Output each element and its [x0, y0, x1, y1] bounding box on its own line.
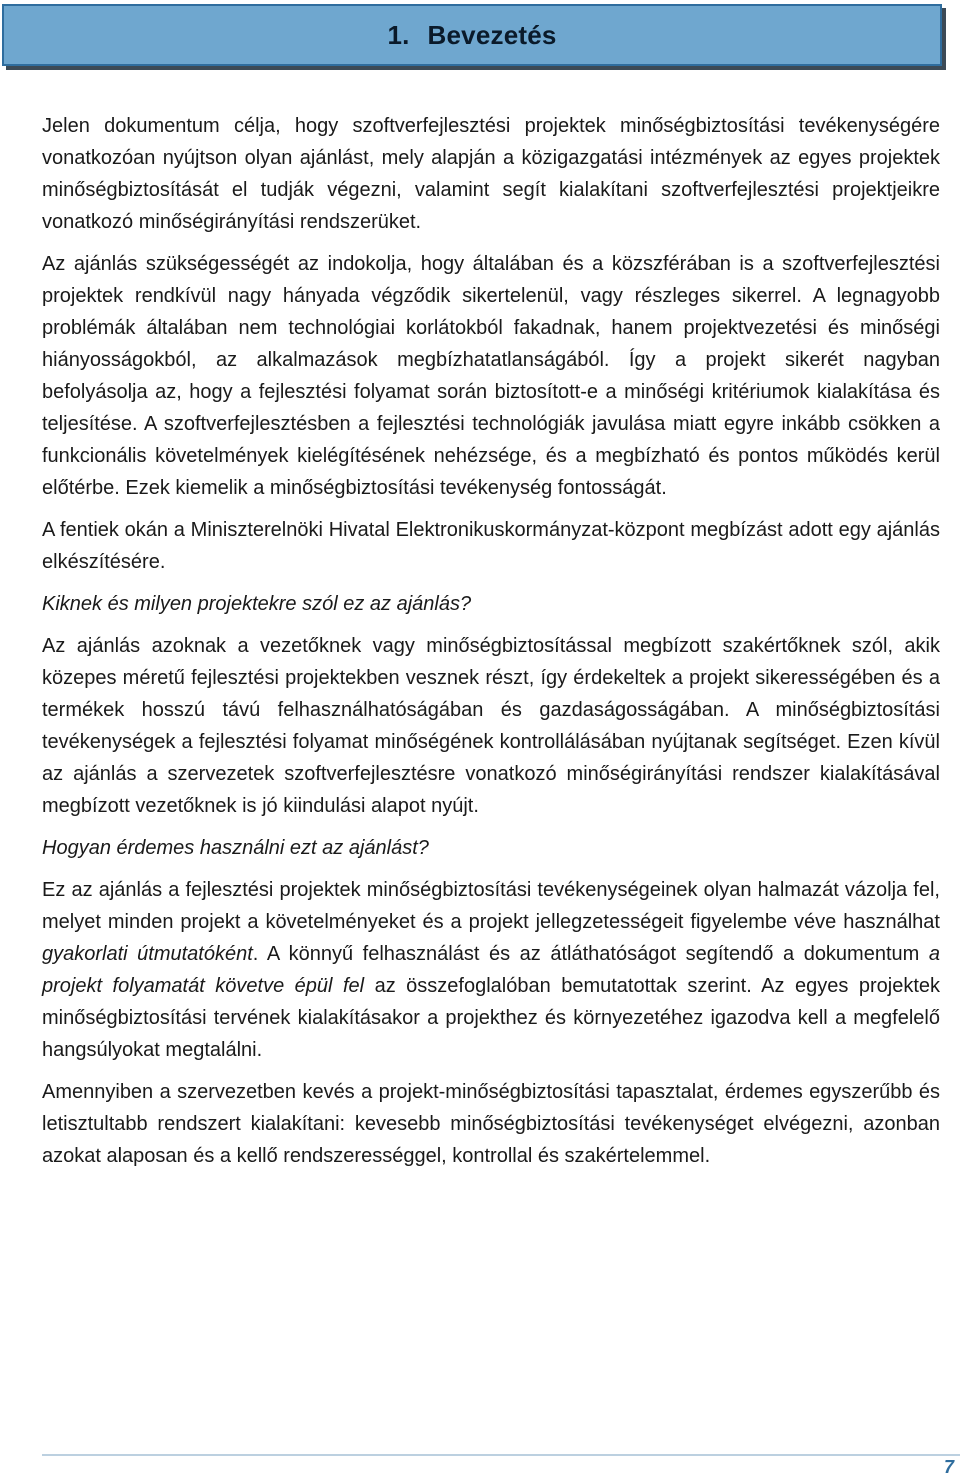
paragraph-purpose: Jelen dokumentum célja, hogy szoftverfejlesztési projektek minőségbiztosítási tevékenységére vonatkozóan nyújtson olyan ajánlást, mely alapján a közigazgatási intézmények az egyes projektek minőségbiztosítását el tudják végezni, valamint segít kialakítani szoftverfejlesztési projektjeikre vonatkozó minőségirányítási rendszerüket.	[42, 115, 940, 233]
emphasis-follows-process: a projekt folyamatát követve épül fel	[42, 943, 940, 997]
paragraph-usage-text-2: . A könnyű felhasználást és az átláthatóságot segítendő a dokumentum	[252, 943, 929, 965]
paragraph-usage-text-3: az összefoglalóban bemutatottak szerint. Az egyes projektek minőségbiztosítási tervének kialakításakor a projekthez és környezetéhez igazodva kell a megfelelő hangsúlyokat megtalálni.	[42, 975, 940, 1061]
paragraph-usage-text-1: Ez az ajánlás a fejlesztési projektek minőségbiztosítási tevékenységeinek olyan halmazát vázolja fel, melyet minden projekt a követelményeket és a projekt jellegzetességeit figyelembe véve használhat	[42, 879, 940, 933]
chapter-number: 1.	[387, 19, 410, 50]
emphasis-practical-guide: gyakorlati útmutatóként	[42, 943, 253, 965]
chapter-title	[387, 20, 556, 51]
paragraph-recommendation: Amennyiben a szervezetben kevés a projekt-minőségbiztosítási tapasztalat, érdemes egyszerűbb és letisztultabb rendszert kialakítani: kevesebb minőségbiztosítási tevékenységet elvégezni, azonban azokat alaposan és a kellő rendszerességgel, kontrollal és szakértelemmel.	[42, 1081, 940, 1167]
subheading-usage: Hogyan érdemes használni ezt az ajánlást?	[42, 837, 429, 859]
paragraph-necessity: Az ajánlás szükségességét az indokolja, hogy általában és a közszférában is a szoftverfejlesztési projektek rendkívül nagy hányada végződik sikertelenül, vagy részleges sikerrel. A legnagyobb problémák általában nem technológiai korlátokból fakadnak, hanem projektvezetési és minőségi hiányosságokból, az alkalmazások megbízhatatlanságából. Így a projekt sikerét nagyban befolyásolja az, hogy a fejlesztési folyamat során biztosított-e a minőségi kritériumok kialakítása és teljesítése. A szoftverfejlesztésben a fejlesztési technológiák javulása miatt egyre inkább csökken a funkcionális követelmények kielégítésének nehézsége, és a megbízható és pontos működés kerül előtérbe. Ezek kiemelik a minőségbiztosítási tevékenység fontosságát.	[42, 253, 940, 499]
document-body	[42, 110, 940, 1182]
chapter-title-text: Bevezetés	[427, 19, 557, 50]
paragraph-usage	[42, 874, 940, 1066]
subheading-audience: Kiknek és milyen projektekre szól ez az ajánlás?	[42, 593, 472, 615]
footer-divider	[42, 1454, 960, 1456]
paragraph-audience: Az ajánlás azoknak a vezetőknek vagy minőségbiztosítással megbízott szakértőknek szól, akik közepes méretű fejlesztési projektekben vesznek részt, így érdekeltek a projekt sikerességében és a termékek hosszú távú felhasználhatóságában és gazdaságosságában. A minőségbiztosítási tevékenységek a fejlesztési folyamat minőségének kontrollálásában nyújtanak segítséget. Ezen kívül az ajánlás a szervezetek szoftverfejlesztésre vonatkozó minőségirányítási rendszer kialakításával megbízott vezetőknek is jó kiindulási alapot nyújt.	[42, 635, 940, 817]
chapter-heading-banner	[2, 4, 942, 66]
paragraph-commission: A fentiek okán a Miniszterelnöki Hivatal Elektronikuskormányzat-központ megbízást adott egy ajánlás elkészítésére.	[42, 519, 940, 573]
page-number: 7	[943, 1457, 954, 1477]
